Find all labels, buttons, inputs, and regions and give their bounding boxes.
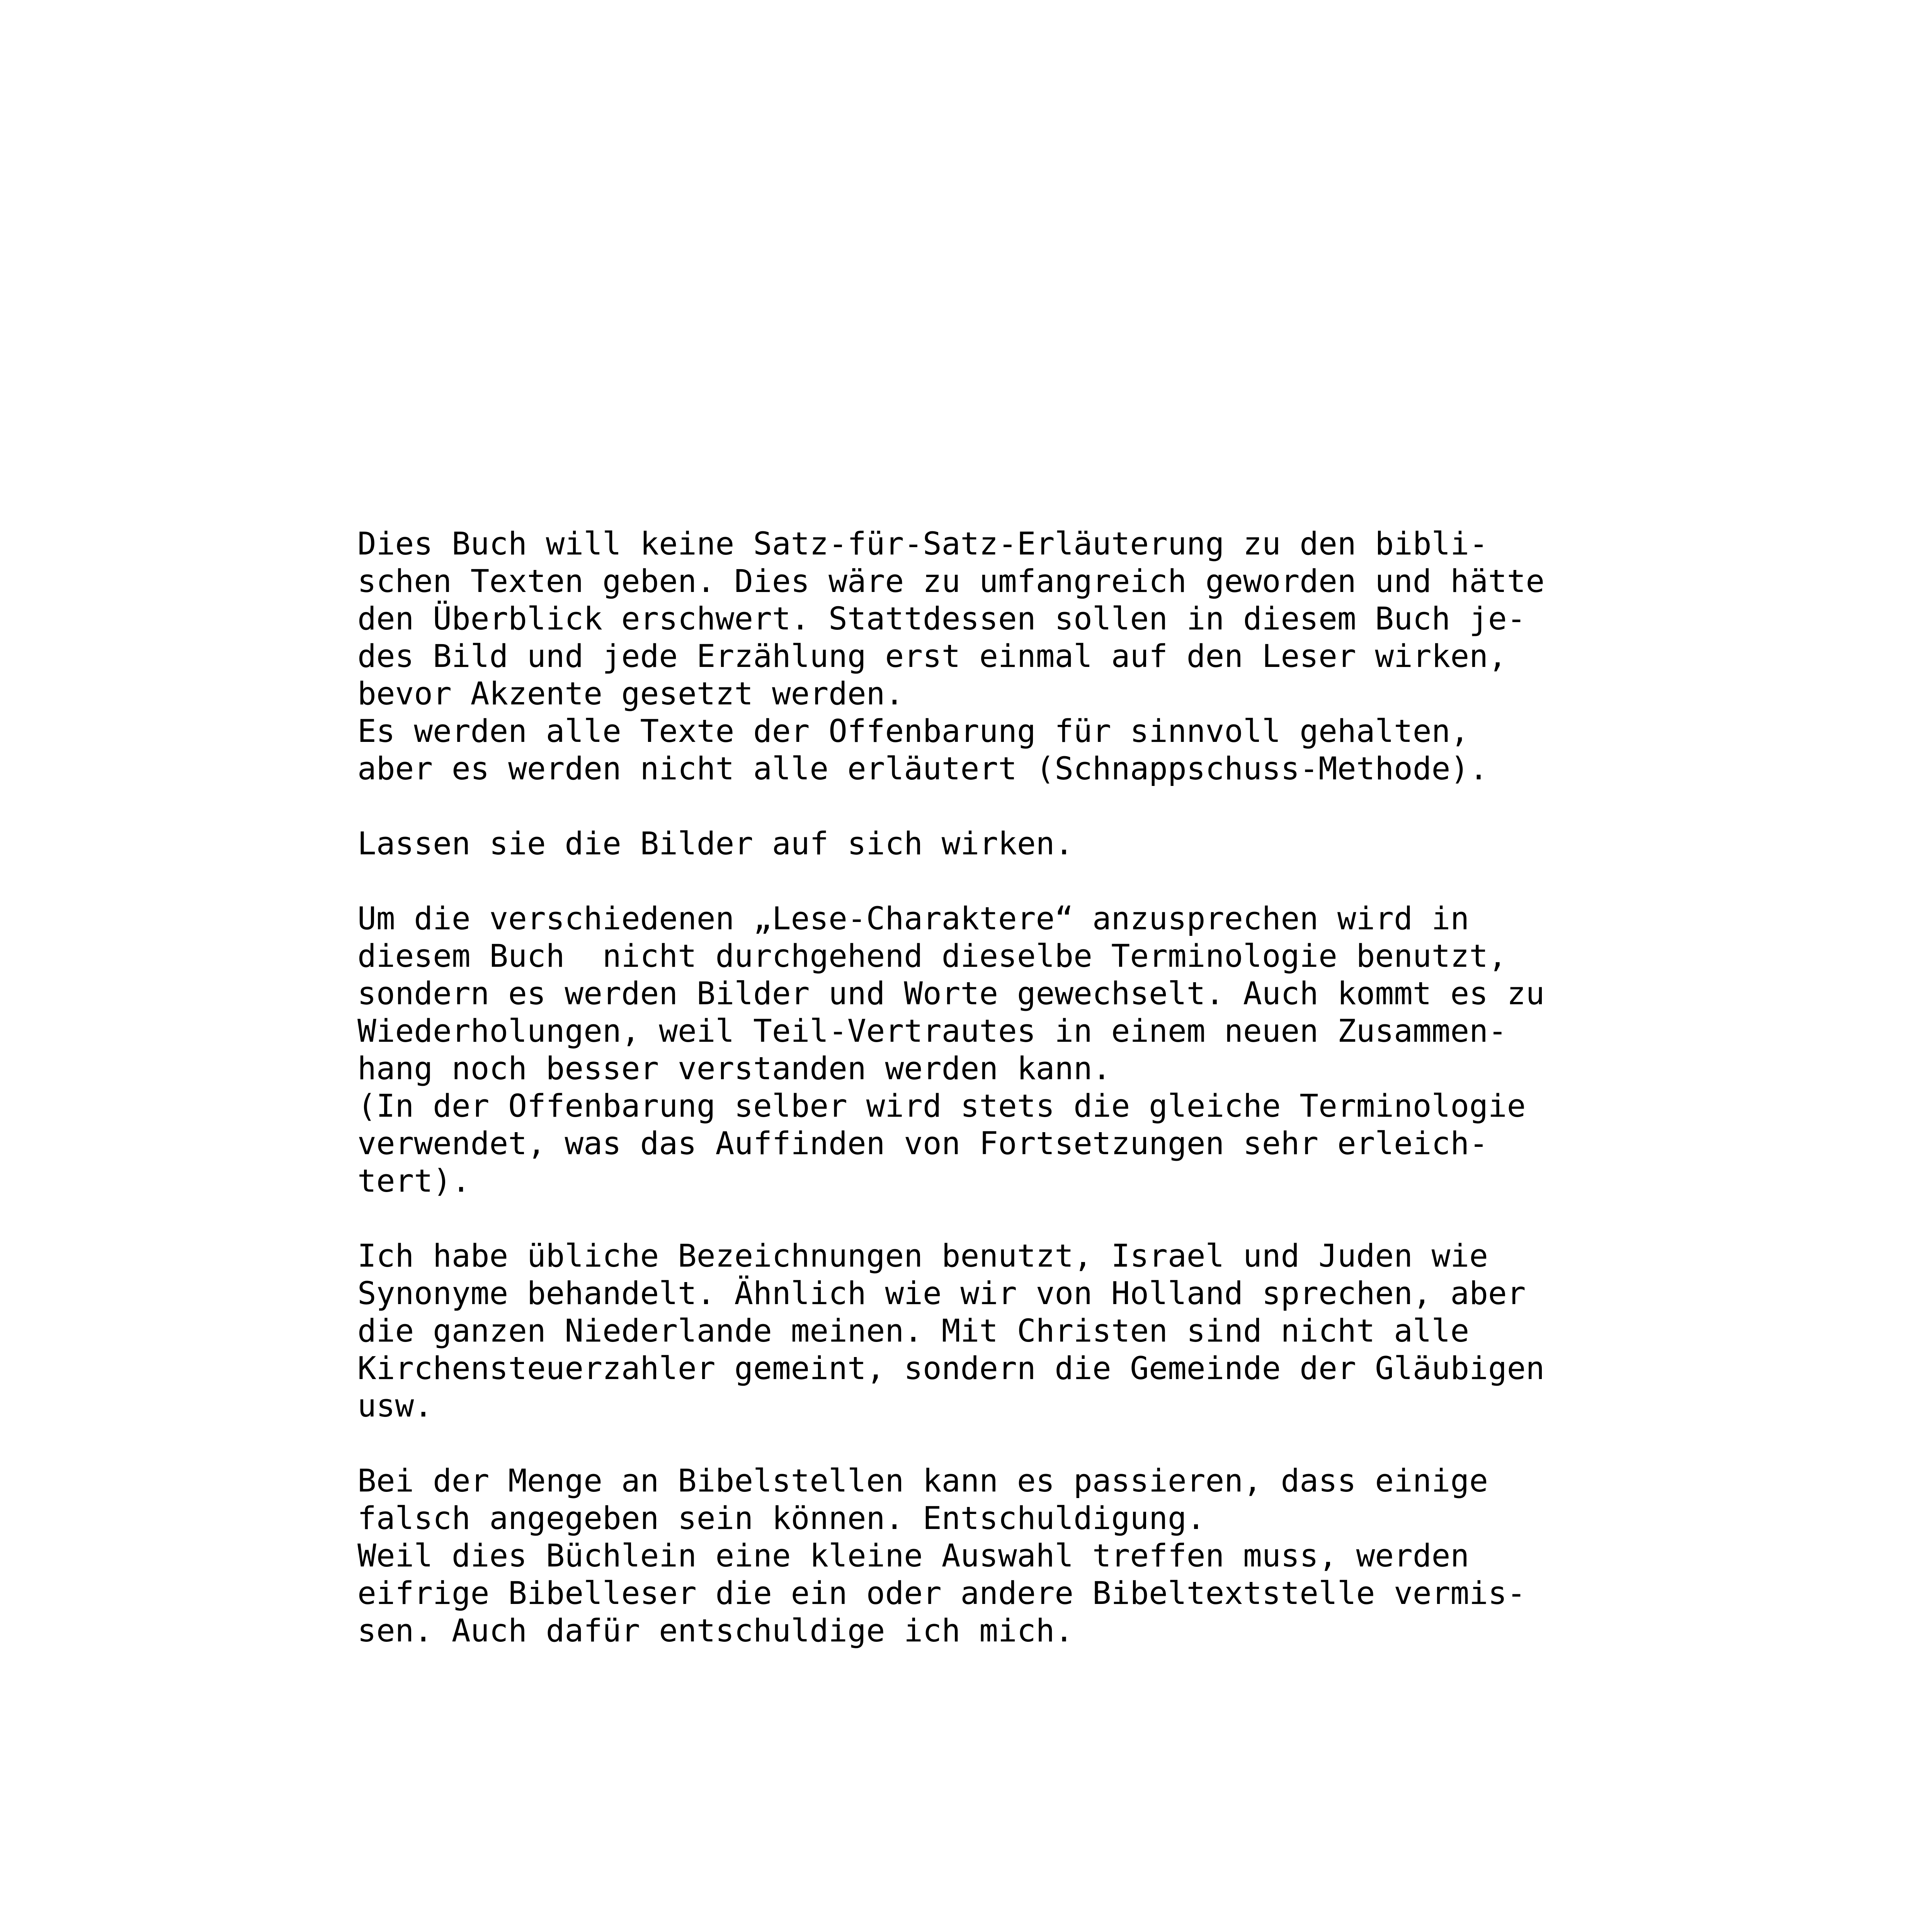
text-line: eifrige Bibelleser die ein oder andere Bibeltextstelle vermis- <box>357 1575 1526 1612</box>
text-line: des Bild und jede Erzählung erst einmal auf den Leser wirken, <box>357 638 1507 675</box>
text-line: hang noch besser verstanden werden kann. <box>357 1051 1111 1087</box>
body-text <box>357 526 1633 1650</box>
text-line: Lassen sie die Bilder auf sich wirken. <box>357 826 1074 862</box>
blank-line <box>357 788 1633 825</box>
text-line: Dies Buch will keine Satz-für-Satz-Erläuterung zu den bibli- <box>357 526 1488 562</box>
text-line: Um die verschiedenen „Lese-Charaktere“ anzusprechen wird in <box>357 901 1470 937</box>
blank-line <box>357 1425 1633 1463</box>
text-line: Bei der Menge an Bibelstellen kann es passieren, dass einige <box>357 1463 1488 1499</box>
text-line: sen. Auch dafür entschuldige ich mich. <box>357 1613 1074 1649</box>
text-line: usw. <box>357 1388 433 1424</box>
text-line: verwendet, was das Auffinden von Fortsetzungen sehr erleich- <box>357 1126 1488 1162</box>
text-line: tert). <box>357 1163 471 1199</box>
text-line: (In der Offenbarung selber wird stets die gleiche Terminologie <box>357 1088 1526 1124</box>
text-line: bevor Akzente gesetzt werden. <box>357 676 904 712</box>
text-line: Es werden alle Texte der Offenbarung für sinnvoll gehalten, <box>357 713 1470 750</box>
text-line: sondern es werden Bilder und Worte gewechselt. Auch kommt es zu <box>357 976 1545 1012</box>
text-line: die ganzen Niederlande meinen. Mit Christen sind nicht alle <box>357 1313 1470 1349</box>
text-line: den Überblick erschwert. Stattdessen sollen in diesem Buch je- <box>357 601 1526 637</box>
blank-line <box>357 863 1633 900</box>
blank-line <box>357 1200 1633 1238</box>
text-line: falsch angegeben sein können. Entschuldigung. <box>357 1500 1206 1537</box>
text-line: aber es werden nicht alle erläutert (Schnappschuss-Methode). <box>357 751 1488 787</box>
text-line: Wiederholungen, weil Teil-Vertrautes in einem neuen Zusammen- <box>357 1013 1507 1049</box>
text-line: Ich habe übliche Bezeichnungen benutzt, Israel und Juden wie <box>357 1238 1488 1274</box>
text-line: Weil dies Büchlein eine kleine Auswahl treffen muss, werden <box>357 1538 1470 1574</box>
text-line: Kirchensteuerzahler gemeint, sondern die Gemeinde der Gläubigen <box>357 1350 1545 1387</box>
text-line: schen Texten geben. Dies wäre zu umfangreich geworden und hätte <box>357 563 1545 600</box>
text-line: diesem Buch nicht durchgehend dieselbe Terminologie benutzt, <box>357 938 1507 975</box>
text-line: Synonyme behandelt. Ähnlich wie wir von Holland sprechen, aber <box>357 1276 1526 1312</box>
